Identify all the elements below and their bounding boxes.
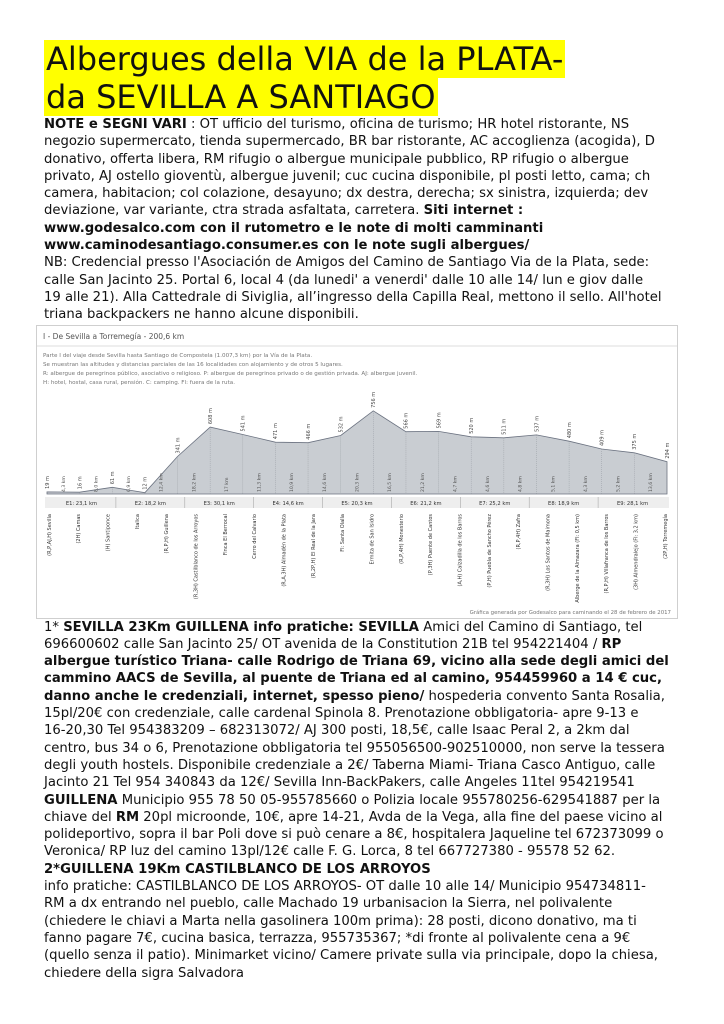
- distance-label: 4,7 km: [453, 475, 459, 492]
- section-number: 1*: [44, 619, 64, 635]
- place-label: Ermita de San Isidro: [369, 513, 376, 565]
- section-sevilla-guillena: [44, 619, 684, 861]
- notes-text: deviazione, var variante, ctra strada asfaltata, carretera.: [44, 203, 424, 219]
- altitude-label: 511 m: [501, 418, 508, 435]
- altitude-label: 471 m: [273, 422, 280, 439]
- section-text: 20pl microonde, 10€, apre 14-21, Avda de la Vega, alla fine del paese vicino al: [139, 809, 663, 825]
- place-label: (R,P,4H) Monesterio: [398, 513, 405, 564]
- distance-label: 8,0 km: [94, 475, 100, 492]
- altitude-label: 532 m: [338, 416, 345, 433]
- section-text: fanno pagare 7€, cucina basica, terrazza, 955735367; *di fronte al polivalente cena a 9€: [44, 930, 631, 946]
- section-text-bold: albergue turístico Triana- calle Rodrigo de Triana 69, vicino alla sede degli amici del: [44, 654, 669, 670]
- section-text: hospederia convento Santa Rosalia,: [424, 688, 665, 704]
- place-label: (3H) Almendralejo (Fl: 3,2 km): [633, 513, 640, 590]
- place-label: (R,3H) Los Santos de Maimona: [545, 513, 552, 591]
- notes-text: negozio supermercato, tienda supermercado, BR bar ristorante, AC accoglienza (acogida), D: [44, 134, 655, 150]
- notes-text: donativo, offerta libera, RM rifugio o albergue municipale pubblico, RP rifugio o albergue: [44, 151, 629, 167]
- distance-label: 6,9 km: [127, 475, 133, 492]
- section-text: centro, bus 34 o 6, Prenotazione obbligatoria tel 955056500-902510000, non serve la tessera: [44, 740, 665, 756]
- distance-label: 10,9 km: [290, 472, 296, 492]
- distance-label: 5,1 km: [551, 475, 557, 492]
- distance-label: 16,5 km: [388, 472, 394, 492]
- section-text: Municipio 955 78 50 05-955785660 o Polizia locale 955780256-629541887 per la: [117, 792, 661, 808]
- nb-text: triana backpackers ne hanno alcune disponibili.: [44, 307, 359, 323]
- place-label: Cerro del Calvario: [252, 513, 259, 559]
- place-label: (P,H) Puebla de Sancho Pérez: [486, 513, 493, 588]
- stage-label: E8: 18,9 km: [548, 500, 580, 507]
- notes-text: : OT ufficio del turismo, oficina de turismo; HR hotel ristorante, NS: [186, 117, 630, 132]
- altitude-label: 294 m: [664, 442, 671, 459]
- section-text: Veronica/ RP luz del camino 13pl/12€ calle F. G. Lorca, 8 tel 667727380 - 95578 52 62.: [44, 844, 616, 860]
- section-text-bold: RM: [115, 809, 140, 825]
- distance-label: 4,3 km: [61, 475, 67, 492]
- section-text: 16-20,30 Tel 954383209 – 682313072/ AJ 300 posti, 18,5€, calle Isaac Peral 2, a 2km dal: [44, 723, 630, 739]
- section-text: degli youth hostels. Disponibile credenziale a 2€/ Taberna Miami- Triana Casco Antiguo, calle: [44, 757, 656, 773]
- section-text-bold: danno anche le credenziali, internet, spesso pieno/: [44, 688, 425, 704]
- place-label: (A,H) Calzadilla de los Barros: [457, 513, 464, 587]
- altitude-label: 409 m: [599, 429, 606, 446]
- place-label: (R,P,4H) Zafra: [516, 513, 523, 550]
- altitude-label: 566 m: [403, 412, 410, 429]
- section-text: RM a dx entrando nel pueblo, calle Machado 19 urbanisacion la Sierra, nel polivalente: [44, 896, 613, 912]
- stage-label: E7: 25,2 km: [479, 500, 511, 507]
- section-heading: SEVILLA 23Km GUILLENA info pratiche: SEVILLA: [63, 619, 420, 635]
- websites-label: Siti internet :: [423, 203, 524, 219]
- section-text: chiave del: [44, 809, 116, 825]
- altitude-label: 375 m: [632, 433, 639, 450]
- profile-description: R: albergue de peregrinos público, asociativo o religioso. P: albergue de peregrinos privado o de gestión privada. AJ: albergue juvenil.: [43, 370, 418, 377]
- section-text-bold: cammino AACS de Sevilla, al puente de Triana ed al camino, 954459960 a 14 € cuc,: [44, 671, 663, 687]
- place-label: (H) Santiponce: [105, 513, 112, 551]
- section-text: Jacinto 21 Tel 954 340843 da 12€/ Sevilla Inn-BackPakers, calle Angeles 11tel 954219541: [44, 775, 635, 791]
- altitude-label: 480 m: [566, 421, 573, 438]
- section-heading: 2*GUILLENA 19Km CASTILBLANCO DE LOS ARROYOS: [44, 861, 431, 877]
- section-text: 15pl/20€ con credenziale, calle cardenal Spinola 8. Prenotazione obbligatoria- apre 9-13 e: [44, 706, 639, 722]
- profile-description: H: hotel, hostal, casa rural, pensión. C: camping. Fl: fuera de la ruta.: [43, 379, 235, 386]
- distance-label: 12,4 km: [159, 472, 165, 492]
- title-line-1: Albergues della VIA de la PLATA-: [46, 40, 564, 78]
- notes-text: camera, habitacion; col colazione, desayuno; dx destra, derecha; sx sinistra, izquierda; dev: [44, 186, 649, 202]
- place-label: Fl: Santa Olalla: [340, 513, 347, 552]
- distance-label: 20,3 km: [355, 472, 361, 492]
- nb-text: NB: Credencial presso l'Asociación de Amigos del Camino de Santiago Via de la Plata, sede:: [44, 255, 650, 271]
- place-label: Italica: [134, 513, 141, 529]
- altitude-label: 541 m: [240, 415, 247, 432]
- section-text-bold: RP: [601, 636, 622, 652]
- place-label: (R,P,AJ,H) Sevilla: [46, 513, 53, 556]
- distance-label: 14,6 km: [322, 472, 328, 492]
- notes-text: privato, AJ ostello gioventù, albergue juvenil; cuc cucina disponibile, pl posti letto, cama; ch: [44, 168, 651, 184]
- place-label: (R,2P,H) El Real de la Jara: [310, 513, 317, 578]
- stage-label: E6: 21,2 km: [410, 500, 442, 507]
- distance-label: 17 km: [224, 477, 230, 492]
- section-text: info pratiche: CASTILBLANCO DE LOS ARROYOS- OT dalle 10 alle 14/ Municipio 954734811-: [44, 879, 646, 895]
- elevation-profile-svg: [37, 326, 677, 618]
- stage-label: E2: 18,2 km: [134, 500, 166, 507]
- profile-description: Parte I del viaje desde Sevilla hasta Santiago de Compostela (1.007,3 km) por la Vía de la Plata.: [43, 352, 313, 359]
- website-link-godesalco[interactable]: www.godesalco.com con il rutometro e le note di molti camminanti: [44, 220, 544, 236]
- website-link-consumer[interactable]: www.caminodesantiago.consumer.es con le note sugli albergues/: [44, 238, 530, 254]
- place-label: (R,A,3H) Almadén de la Plata: [281, 513, 288, 587]
- place-label: Finca El Berrocal: [222, 513, 229, 555]
- distance-label: 21,2 km: [420, 472, 426, 492]
- stage-label: E1: 23,1 km: [65, 500, 98, 507]
- altitude-label: 341 m: [175, 437, 182, 454]
- distance-label: 13,6 km: [649, 472, 655, 492]
- altitude-label: 520 m: [469, 417, 476, 434]
- stage-label: E4: 14,6 km: [272, 500, 304, 507]
- stage-label: E5: 20,3 km: [341, 500, 373, 507]
- place-label: (R,3H) Castilblanco de los Arroyos: [193, 513, 200, 599]
- document-title: [44, 40, 684, 116]
- place-label: (P,3H) Puente de Cantos: [428, 513, 435, 575]
- altitude-label: 569 m: [436, 411, 443, 428]
- profile-description: Se muestran las altitudes y distancias parciales de las 16 localidades con alojamiento y de otros 5 lugares.: [43, 361, 343, 368]
- altitude-label: 466 m: [305, 423, 312, 440]
- notes-section: [44, 116, 684, 324]
- notes-label: NOTE e SEGNI VARI: [44, 117, 187, 132]
- altitude-label: 756 m: [371, 391, 378, 408]
- profile-footer: Gráfica generada por Godesalco para caminando el 28 de febrero de 2017: [469, 609, 671, 616]
- altitude-label: 537 m: [534, 415, 541, 432]
- distance-label: 11,3 km: [257, 472, 263, 492]
- town-label-guillena: GUILLENA: [44, 792, 118, 808]
- document-page: [44, 40, 684, 982]
- section-text: Amici del Camino di Santiago, tel: [419, 619, 643, 635]
- section-guillena-castilblanco: [44, 861, 684, 982]
- nb-text: calle San Jacinto 25. Portal 6, local 4 (da lunedi' a venerdi' dalle 10 alle 14/ lun e giov dalle: [44, 272, 644, 288]
- profile-title: I - De Sevilla a Torremegía - 200,6 km: [43, 331, 185, 341]
- altitude-label: 19 m: [44, 475, 51, 489]
- title-line-2: da SEVILLA A SANTIAGO: [46, 78, 436, 116]
- place-label: (R,P,H) Villafranca de los Barros: [604, 513, 611, 594]
- nb-text: 19 alle 21). Alla Cattedrale di Siviglia, all’ingresso della Capilla Real, mettono il sello. All'hotel: [44, 289, 662, 305]
- distance-label: 4,3 km: [583, 475, 589, 492]
- elevation-profile-image: [36, 325, 678, 619]
- place-label: Alberge de la Almazara (Fl: 0,5 km): [574, 513, 581, 603]
- distance-label: 4,8 km: [518, 475, 524, 492]
- section-text: (quello senza il patio). Minimarket vicino/ Camere private sulla via principale, dopo la chiesa,: [44, 948, 658, 964]
- section-text: 696600602 calle San Jacinto 25/ OT avenida de la Constitution 21B tel 954221404 /: [44, 636, 602, 652]
- section-text: chiedere della sigra Salvadora: [44, 965, 244, 981]
- altitude-label: 608 m: [207, 407, 214, 424]
- distance-label: 5,2 km: [616, 475, 622, 492]
- distance-label: 4,6 km: [486, 475, 492, 492]
- section-text: polideportivo, sopra il bar Poli dove si può cenare a 8€, hospitalera Jaqueline tel 672373099 o: [44, 827, 664, 843]
- altitude-label: 12 m: [142, 476, 149, 490]
- distance-label: 18,2 km: [192, 472, 198, 492]
- place-label: (2P,H) Torremegía: [662, 513, 669, 559]
- place-label: (2H) Camas: [76, 513, 83, 544]
- altitude-label: 61 m: [110, 471, 117, 484]
- stage-label: E3: 30,1 km: [203, 500, 235, 507]
- section-text: (chiedere le chiavi a Marta nella gasolinera 100m prima): 28 posti, dicono donativo, ma ti: [44, 913, 637, 929]
- place-label: (R,P,H) Guillena: [164, 513, 171, 554]
- altitude-label: 16 m: [77, 475, 84, 489]
- stage-label: E9: 28,1 km: [616, 500, 649, 507]
